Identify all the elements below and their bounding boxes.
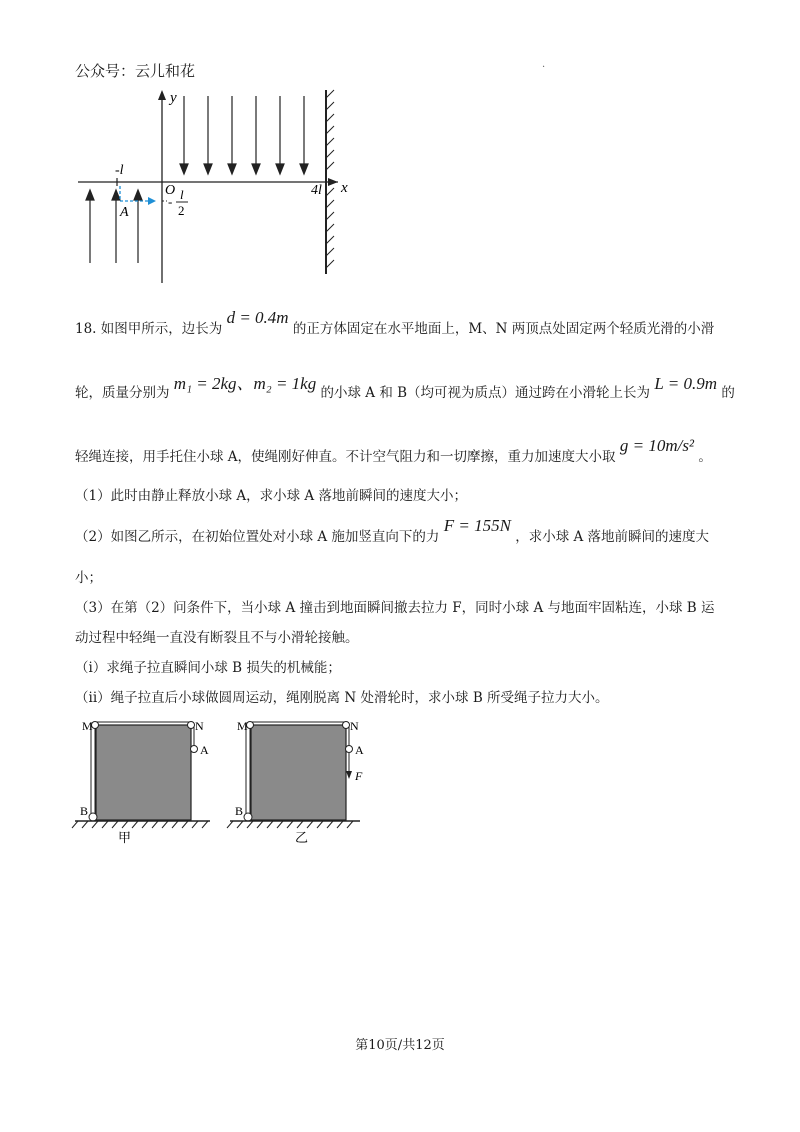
figure-jia (72, 719, 210, 845)
q18-line3: 轻绳连接，用手托住小球 A，使绳刚好伸直。不计空气阻力和一切摩擦，重力加速度大小取 g = 10m/s² 。 (75, 436, 712, 465)
eq-L: L = 0.9m (654, 374, 718, 393)
figure-yi (227, 719, 364, 845)
y-axis-label: y (170, 90, 177, 106)
part-3-i: （i）求绳子拉直瞬间小球 B 损失的机械能； (75, 660, 341, 676)
part-3-ii: （ii）绳子拉直后小球做圆周运动，绳刚脱离 N 处滑轮时，求小球 B 所受绳子拉力大小。 (75, 690, 609, 706)
svg-text:N: N (195, 719, 204, 733)
source-header: 公众号：云儿和花 (75, 62, 196, 80)
q18-line2: 轮，质量分别为 m₁ = 2kg、m₂ = 1kg 的小球 A 和 B（均可视为质点）通过跨在小滑轮上长为 L = 0.9m 的 (75, 374, 735, 401)
downward-field-lines (180, 96, 308, 174)
svg-text:M: M (82, 719, 93, 733)
label-4l: 4l (311, 183, 322, 198)
page-footer: 第10页/共12页 (355, 1038, 445, 1053)
svg-text:M: M (237, 719, 248, 733)
svg-text:乙: 乙 (295, 830, 309, 845)
eq-g: g = 10m/s² (619, 436, 695, 455)
part-2-line2: 小； (75, 570, 102, 586)
x-axis-arrow (328, 178, 338, 186)
svg-text:B: B (235, 804, 244, 818)
svg-text:A: A (200, 743, 209, 757)
svg-text:B: B (80, 804, 89, 818)
y-axis-arrow (158, 90, 166, 100)
upward-field-lines (86, 190, 142, 263)
point-A-label: A (120, 205, 129, 220)
speck: · (542, 62, 546, 73)
part-1: （1）此时由静止释放小球 A，求小球 A 落地前瞬间的速度大小； (75, 488, 467, 504)
eq-d: d = 0.4m (226, 308, 289, 327)
svg-text:A: A (355, 743, 364, 757)
origin-label: O (165, 183, 176, 198)
part-2-line1: （2）如图乙所示，在初始位置处对小球 A 施加竖直向下的力 F = 155N ，求小球 A 落地前瞬间的速度大 (75, 516, 710, 545)
eq-F: F = 155N (443, 516, 511, 535)
fraction-den: 2 (178, 203, 185, 218)
x-axis-label: x (341, 180, 348, 196)
svg-text:N: N (350, 719, 359, 733)
label-minus: - (168, 194, 173, 209)
eq-m: m₁ = 2kg、m₂ = 1kg (173, 374, 317, 393)
part-3-line2: 动过程中轻绳一直没有断裂且不与小滑轮接触。 (75, 630, 359, 646)
svg-text:F: F (355, 769, 363, 783)
particle-arrow (148, 197, 156, 205)
q18-line1: 18. 如图甲所示，边长为 d = 0.4m 的正方体固定在水平地面上，M、N 两顶点处固定两个轻质光滑的小滑 (75, 308, 715, 337)
part-3-line1: （3）在第（2）问条件下，当小球 A 撞击到地面瞬间撤去拉力 F，同时小球 A 与地面牢固粘连，小球 B 运 (75, 600, 715, 616)
field-diagram (70, 88, 360, 288)
fraction-num: l (180, 187, 184, 202)
label-neg-l: -l (115, 163, 124, 178)
cube-figures (70, 712, 370, 852)
svg-text:甲: 甲 (118, 830, 132, 845)
